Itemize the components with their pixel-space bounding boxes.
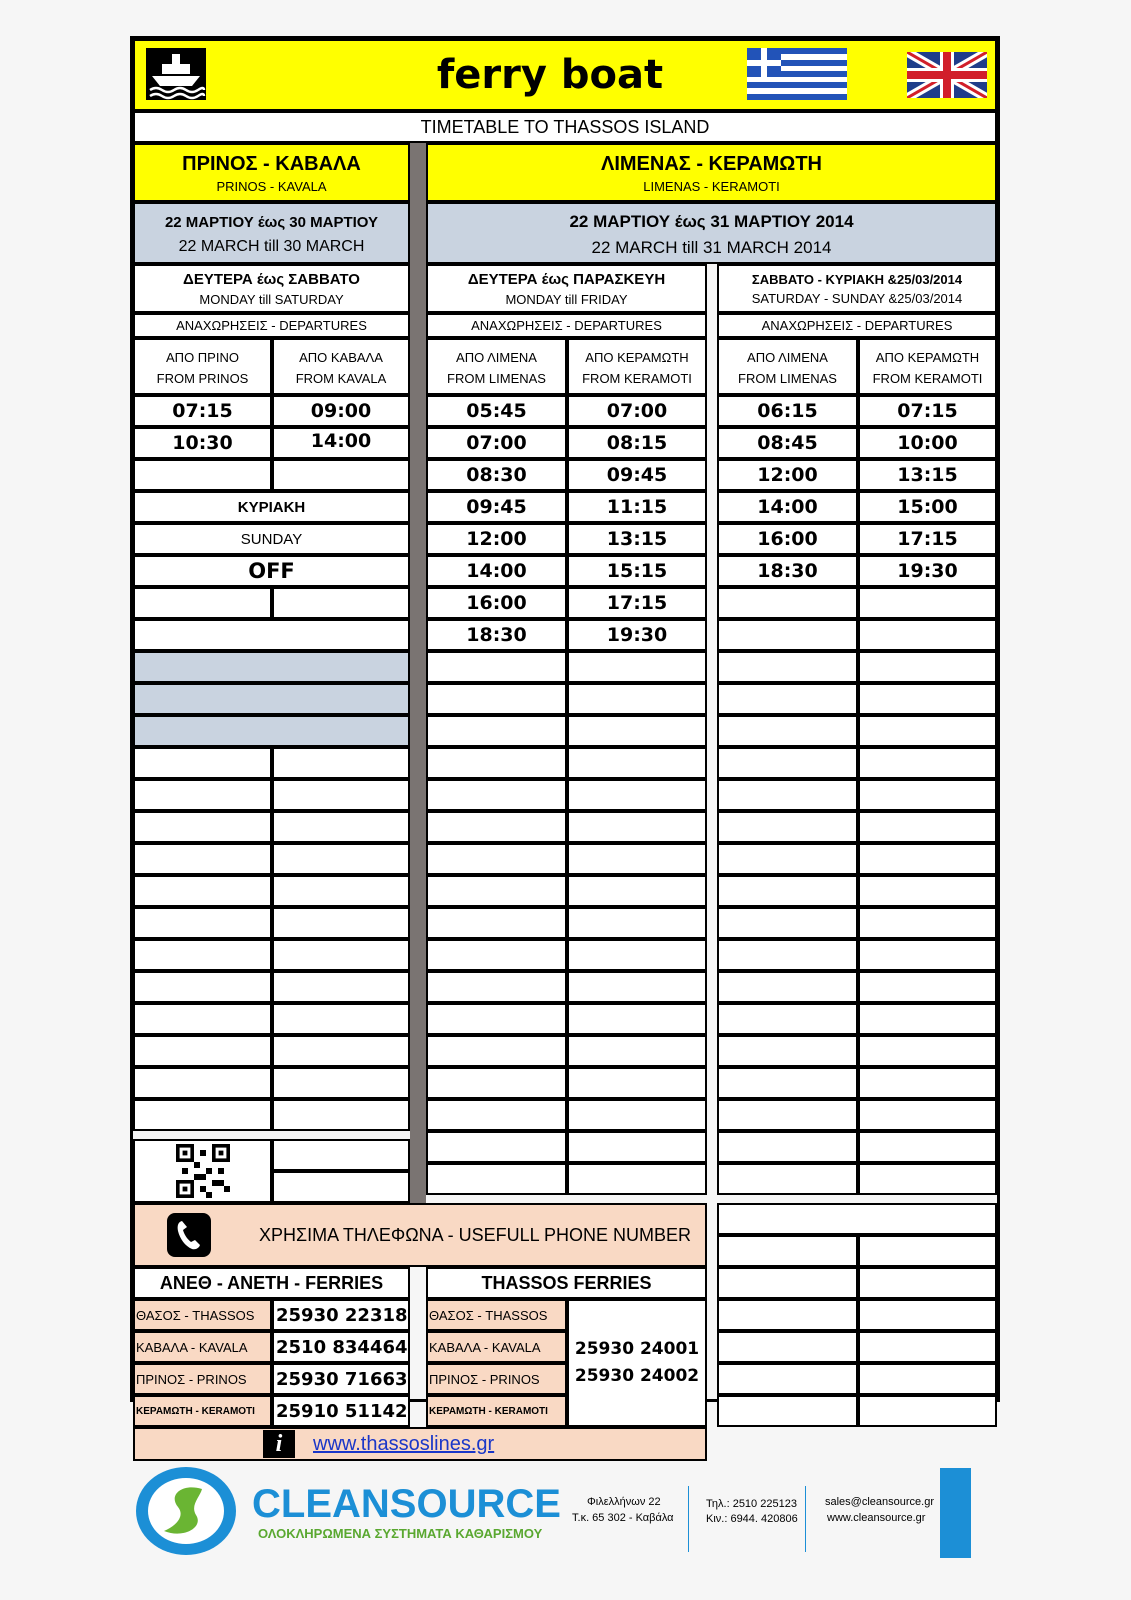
time-text: 08:15 xyxy=(606,432,668,454)
route-left-title xyxy=(133,143,410,202)
weekday-time-cell xyxy=(567,395,707,427)
route-left-title-gr: ΠΡΙΝΟΣ - ΚΑΒΑΛΑ xyxy=(182,153,361,176)
empty-cell xyxy=(858,1235,997,1267)
empty-cell xyxy=(133,1099,272,1131)
time-text: ΘΑΣΟΣ - THASSOS xyxy=(429,1307,548,1323)
weekday-departures xyxy=(426,313,707,338)
time-text: 07:00 xyxy=(606,400,668,422)
weekend-time-cell xyxy=(717,939,858,971)
weekend-time-cell xyxy=(717,1163,858,1195)
time-text: 09:45 xyxy=(466,496,527,518)
empty-cell xyxy=(133,651,410,683)
empty-cell xyxy=(272,779,410,811)
time-text: 16:00 xyxy=(757,528,818,550)
qr-code-cell xyxy=(133,1139,272,1203)
time-text: ΠΡΙΝΟΣ - PRINOS xyxy=(136,1371,247,1387)
empty-cell xyxy=(717,1395,858,1427)
weekend-time-cell xyxy=(717,747,858,779)
col2-gr: ΑΠΟ ΚΕΡΑΜΩΤΗ xyxy=(585,350,689,366)
weekday-time-cell xyxy=(567,875,707,907)
phones-banner xyxy=(133,1203,707,1267)
weekday-time-cell xyxy=(567,1035,707,1067)
weekday-header xyxy=(426,264,707,313)
website-link[interactable]: www.thassoslines.gr xyxy=(313,1432,495,1455)
weekend-time-cell xyxy=(858,427,997,459)
weekend-time-cell xyxy=(858,811,997,843)
sunday-gr xyxy=(133,491,410,523)
time-text: 10:30 xyxy=(172,432,233,454)
empty-cell xyxy=(133,587,272,619)
time-text: 13:15 xyxy=(897,464,958,486)
thassos-place xyxy=(426,1363,567,1395)
empty-cell xyxy=(133,779,272,811)
thassos-place xyxy=(426,1299,567,1331)
route-right-title xyxy=(426,143,997,202)
empty-cell xyxy=(858,1267,997,1299)
left-time-cell xyxy=(272,427,410,459)
weekend-time-cell xyxy=(858,555,997,587)
info-icon: i xyxy=(263,1430,295,1458)
weekday-time-cell xyxy=(426,523,567,555)
empty-cell xyxy=(133,747,272,779)
weekend-time-cell xyxy=(858,715,997,747)
empty-cell xyxy=(858,1363,997,1395)
empty-cell xyxy=(133,619,410,651)
aneth-place xyxy=(133,1363,272,1395)
time-text: 19:30 xyxy=(606,624,668,646)
col1-en: FROM LIMENAS xyxy=(738,371,837,387)
phone-number: 25930 24001 xyxy=(574,1338,700,1359)
weekday-time-cell xyxy=(426,1099,567,1131)
weekday-time-cell xyxy=(567,587,707,619)
time-text: 15:00 xyxy=(897,496,958,518)
aneth-number xyxy=(272,1363,410,1395)
weekend-time-cell xyxy=(717,715,858,747)
weekend-time-cell xyxy=(858,1035,997,1067)
weekend-time-cell xyxy=(717,459,858,491)
weekend-time-cell xyxy=(858,1163,997,1195)
empty-cell xyxy=(133,715,410,747)
col1-en: FROM PRINOS xyxy=(156,371,249,387)
weekday-time-cell xyxy=(426,939,567,971)
cleansource-logo xyxy=(134,1465,238,1557)
weekday-time-cell xyxy=(567,1099,707,1131)
weekend-gr: ΣΑΒΒΑΤΟ - ΚΥΡΙΑΚΗ &25/03/2014 xyxy=(751,271,963,287)
route-left-period-en: 22 MARCH till 30 MARCH xyxy=(178,238,365,256)
weekend-time-cell xyxy=(858,395,997,427)
weekend-time-cell xyxy=(858,1067,997,1099)
web: www.cleansource.gr xyxy=(827,1512,926,1524)
weekend-time-cell xyxy=(717,395,858,427)
time-text: 25910 51142 xyxy=(276,1400,408,1422)
weekday-time-cell xyxy=(567,907,707,939)
empty-cell xyxy=(133,875,272,907)
empty-cell xyxy=(858,1395,997,1427)
weekday-time-cell xyxy=(426,875,567,907)
qr-code-icon xyxy=(176,1144,230,1198)
aneth-number xyxy=(272,1331,410,1363)
brand-name: CLEANSOURCE xyxy=(252,1482,561,1526)
weekday-time-cell xyxy=(426,651,567,683)
empty-cell xyxy=(133,1003,272,1035)
address-line-1: Φιλελλήνων 22 xyxy=(587,1496,661,1508)
weekday-time-cell xyxy=(567,683,707,715)
address-line-2: Τ.κ. 65 302 - Καβάλα xyxy=(572,1512,674,1524)
time-text: 25930 71663 xyxy=(276,1368,408,1390)
empty-cell xyxy=(272,459,410,491)
weekend-en: SATURDAY - SUNDAY &25/03/2014 xyxy=(751,290,963,306)
route-right-period-gr: 22 ΜΑΡΤΙΟΥ έως 31 ΜΑΡΤΙΟΥ 2014 xyxy=(569,211,854,231)
column-separator xyxy=(410,143,426,1203)
col1-en: FROM LIMENAS xyxy=(447,371,546,387)
thassos-place xyxy=(426,1395,567,1427)
time-text: 19:30 xyxy=(897,560,958,582)
time-text: 07:15 xyxy=(172,400,233,422)
weekend-time-cell xyxy=(858,587,997,619)
phones-title: ΧΡΗΣΙΜΑ ΤΗΛΕΦΩΝΑ - USEFULL PHONE NUMBER xyxy=(259,1224,692,1245)
footer-divider xyxy=(805,1486,806,1552)
route-right-period xyxy=(426,202,997,264)
footer-accent-bar xyxy=(940,1468,971,1558)
empty-cell xyxy=(717,1235,858,1267)
left-time-cell xyxy=(272,395,410,427)
time-text: 06:15 xyxy=(757,400,818,422)
weekend-time-cell xyxy=(717,907,858,939)
weekday-time-cell xyxy=(567,491,707,523)
weekday-time-cell xyxy=(426,779,567,811)
weekend-time-cell xyxy=(858,683,997,715)
time-text: 12:00 xyxy=(757,464,818,486)
empty-cell xyxy=(272,1171,410,1203)
route-left-period-gr: 22 ΜΑΡΤΙΟΥ έως 30 ΜΑΡΤΙΟΥ xyxy=(164,213,379,231)
weekday-time-cell xyxy=(567,555,707,587)
time-text: ΘΑΣΟΣ - THASSOS xyxy=(136,1307,255,1323)
sunday-off xyxy=(133,555,410,587)
weekday-time-cell xyxy=(567,523,707,555)
weekend-time-cell xyxy=(858,907,997,939)
weekday-time-cell xyxy=(567,843,707,875)
thassos-title xyxy=(426,1267,707,1299)
weekend-time-cell xyxy=(717,587,858,619)
empty-cell xyxy=(858,1331,997,1363)
weekend-time-cell xyxy=(717,971,858,1003)
sunday-en-text: SUNDAY xyxy=(240,530,303,548)
phone-number: 25930 24002 xyxy=(574,1366,700,1386)
time-text: 13:15 xyxy=(606,528,668,550)
time-text: 18:30 xyxy=(466,624,527,646)
col1-gr: ΑΠΟ ΛΙΜΕΝΑ xyxy=(456,350,537,366)
empty-cell xyxy=(133,459,272,491)
we-col2-header xyxy=(858,338,997,395)
timetable-subtitle xyxy=(133,111,997,143)
page-title: ferry boat xyxy=(436,52,664,98)
left-time-cell xyxy=(133,395,272,427)
empty-cell xyxy=(272,811,410,843)
route-right-title-gr: ΛΙΜΕΝΑΣ - ΚΕΡΑΜΩΤΗ xyxy=(601,153,822,176)
departures-label: ΑΝΑΧΩΡΗΣΕΙΣ - DEPARTURES xyxy=(761,318,953,333)
route-left-days-en: MONDAY till SATURDAY xyxy=(199,291,344,307)
time-text: 05:45 xyxy=(466,400,527,422)
weekday-time-cell xyxy=(567,1003,707,1035)
time-text: 09:00 xyxy=(310,400,372,422)
weekend-time-cell xyxy=(858,619,997,651)
empty-cell xyxy=(133,811,272,843)
route-left-departures xyxy=(133,313,410,338)
weekday-time-cell xyxy=(426,427,567,459)
route-right-period-en: 22 MARCH till 31 MARCH 2014 xyxy=(591,237,832,257)
time-text: 11:15 xyxy=(606,496,668,518)
time-text: 16:00 xyxy=(466,592,527,614)
weekday-time-cell xyxy=(426,1035,567,1067)
weekday-time-cell xyxy=(567,459,707,491)
weekend-time-cell xyxy=(717,1035,858,1067)
time-text: 17:15 xyxy=(897,528,958,550)
empty-cell xyxy=(133,971,272,1003)
col1-gr: ΑΠΟ ΛΙΜΕΝΑ xyxy=(747,350,828,366)
empty-cell xyxy=(858,1299,997,1331)
weekday-en: MONDAY till FRIDAY xyxy=(505,291,628,307)
empty-cell xyxy=(272,587,410,619)
weekday-time-cell xyxy=(567,779,707,811)
weekday-time-cell xyxy=(426,555,567,587)
time-text: ΚΕΡΑΜΩΤΗ - KERAMOTI xyxy=(136,1405,255,1417)
empty-cell xyxy=(133,843,272,875)
time-text: 14:00 xyxy=(466,560,527,582)
weekend-time-cell xyxy=(717,619,858,651)
empty-cell xyxy=(272,1139,410,1171)
weekend-time-cell xyxy=(858,779,997,811)
route-left-departures-label: ΑΝΑΧΩΡΗΣΕΙΣ - DEPARTURES xyxy=(176,318,367,333)
time-text: 2510 834464 xyxy=(276,1336,408,1358)
aneth-place xyxy=(133,1299,272,1331)
aneth-place xyxy=(133,1331,272,1363)
weekday-time-cell xyxy=(426,1163,567,1195)
empty-cell xyxy=(133,1067,272,1099)
empty-cell xyxy=(717,1331,858,1363)
col2-en: FROM KERAMOTI xyxy=(582,371,692,387)
time-text: ΚΑΒΑΛΑ - KAVALA xyxy=(429,1339,541,1355)
weekday-time-cell xyxy=(567,427,707,459)
title-bar xyxy=(133,39,997,111)
weekend-time-cell xyxy=(858,459,997,491)
weekday-time-cell xyxy=(426,971,567,1003)
time-text: 08:45 xyxy=(757,432,818,454)
time-text: 08:30 xyxy=(466,464,527,486)
thassos-title-text: THASSOS FERRIES xyxy=(481,1272,652,1293)
subtitle-text: TIMETABLE TO THASSOS ISLAND xyxy=(420,116,710,137)
weekend-time-cell xyxy=(717,1003,858,1035)
weekday-time-cell xyxy=(426,1003,567,1035)
time-text: 14:00 xyxy=(757,496,818,518)
weekday-time-cell xyxy=(567,619,707,651)
weekday-time-cell xyxy=(426,1131,567,1163)
we-col1-header xyxy=(717,338,858,395)
empty-cell xyxy=(717,1299,858,1331)
weekday-time-cell xyxy=(567,1067,707,1099)
weekday-time-cell xyxy=(426,683,567,715)
col2-gr: ΑΠΟ ΚΑΒΑΛΑ xyxy=(299,350,383,366)
aneth-number xyxy=(272,1299,410,1331)
weekday-time-cell xyxy=(567,651,707,683)
weekday-time-cell xyxy=(426,619,567,651)
weekend-time-cell xyxy=(858,651,997,683)
aneth-title-text: ΑΝΕΘ - ΑΝΕΤΗ - FERRIES xyxy=(159,1272,384,1293)
time-text: 15:15 xyxy=(606,560,668,582)
weekend-time-cell xyxy=(858,523,997,555)
weekday-time-cell xyxy=(567,747,707,779)
greek-flag-icon xyxy=(747,48,847,100)
ship-icon xyxy=(146,48,206,100)
aneth-place xyxy=(133,1395,272,1427)
weekend-departures xyxy=(717,313,997,338)
weekday-time-cell xyxy=(567,971,707,1003)
route-left-days xyxy=(133,264,410,313)
weekday-time-cell xyxy=(567,811,707,843)
empty-cell xyxy=(272,843,410,875)
time-text: ΚΕΡΑΜΩΤΗ - KERAMOTI xyxy=(429,1405,548,1417)
empty-cell xyxy=(272,1003,410,1035)
empty-cell xyxy=(272,971,410,1003)
time-text: 09:45 xyxy=(606,464,668,486)
empty-cell xyxy=(272,1067,410,1099)
weekend-time-cell xyxy=(717,843,858,875)
col2-en: FROM KAVALA xyxy=(295,371,387,387)
thassos-place xyxy=(426,1331,567,1363)
weekend-time-cell xyxy=(717,523,858,555)
col2-en: FROM KERAMOTI xyxy=(872,371,983,387)
departures-label: ΑΝΑΧΩΡΗΣΕΙΣ - DEPARTURES xyxy=(471,318,662,333)
empty-cell xyxy=(272,907,410,939)
weekend-time-cell xyxy=(858,491,997,523)
sunday-gr-text: ΚΥΡΙΑΚΗ xyxy=(237,498,306,516)
time-text: ΚΑΒΑΛΑ - KAVALA xyxy=(136,1339,248,1355)
mobile: Κιν.: 6944. 420806 xyxy=(706,1513,798,1525)
time-text: 07:15 xyxy=(897,400,958,422)
weekday-time-cell xyxy=(567,1131,707,1163)
weekday-time-cell xyxy=(426,395,567,427)
time-text: 17:15 xyxy=(606,592,668,614)
time-text: 07:00 xyxy=(466,432,527,454)
empty-cell xyxy=(717,1363,858,1395)
footer-divider xyxy=(688,1486,689,1552)
weekend-time-cell xyxy=(858,843,997,875)
website-bar xyxy=(133,1427,707,1461)
col2-gr: ΑΠΟ ΚΕΡΑΜΩΤΗ xyxy=(875,350,980,366)
empty-cell xyxy=(272,875,410,907)
weekend-time-cell xyxy=(717,651,858,683)
weekend-time-cell xyxy=(717,779,858,811)
weekend-time-cell xyxy=(717,427,858,459)
tel: Τηλ.: 2510 225123 xyxy=(706,1498,797,1510)
weekday-time-cell xyxy=(426,747,567,779)
sunday-en xyxy=(133,523,410,555)
time-text: 25930 22318 xyxy=(276,1304,408,1326)
time-text: ΠΡΙΝΟΣ - PRINOS xyxy=(429,1371,540,1387)
aneth-title xyxy=(133,1267,410,1299)
weekday-time-cell xyxy=(426,491,567,523)
weekend-time-cell xyxy=(717,875,858,907)
empty-cell xyxy=(272,939,410,971)
weekend-time-cell xyxy=(717,811,858,843)
weekday-time-cell xyxy=(567,715,707,747)
weekend-time-cell xyxy=(717,683,858,715)
wd-col1-header xyxy=(426,338,567,395)
route-left-period xyxy=(133,202,410,264)
time-text: 12:00 xyxy=(466,528,527,550)
weekend-time-cell xyxy=(858,971,997,1003)
weekday-time-cell xyxy=(426,587,567,619)
col1-gr: ΑΠΟ ΠΡΙΝΟ xyxy=(166,350,239,366)
off-text: OFF xyxy=(248,559,295,583)
weekday-time-cell xyxy=(426,715,567,747)
left-time-cell xyxy=(133,427,272,459)
empty-cell xyxy=(717,1203,997,1235)
empty-cell xyxy=(272,747,410,779)
weekend-time-cell xyxy=(717,555,858,587)
route-left-col1-header xyxy=(133,338,272,395)
weekend-time-cell xyxy=(858,1099,997,1131)
brand-tagline: ΟΛΟΚΛΗΡΩΜΕΝΑ ΣΥΣΤΗΜΑΤΑ ΚΑΘΑΡΙΣΜΟΥ xyxy=(258,1526,543,1541)
empty-cell xyxy=(133,939,272,971)
aneth-number xyxy=(272,1395,410,1427)
empty-cell xyxy=(133,683,410,715)
time-text: 10:00 xyxy=(897,432,958,454)
weekday-gr: ΔΕΥΤΕΡΑ έως ΠΑΡΑΣΚΕΥΗ xyxy=(467,271,666,289)
thassos-numbers xyxy=(567,1299,707,1427)
wd-col2-header xyxy=(567,338,707,395)
weekday-time-cell xyxy=(426,907,567,939)
empty-cell xyxy=(272,1035,410,1067)
empty-cell xyxy=(717,1267,858,1299)
weekend-time-cell xyxy=(717,1131,858,1163)
route-left-title-en: PRINOS - KAVALA xyxy=(216,179,327,195)
empty-cell xyxy=(272,1099,410,1131)
weekday-time-cell xyxy=(426,811,567,843)
route-left-col2-header xyxy=(272,338,410,395)
uk-flag-icon xyxy=(907,52,987,98)
time-text: 18:30 xyxy=(757,560,818,582)
weekend-time-cell xyxy=(858,1131,997,1163)
weekend-time-cell xyxy=(717,1099,858,1131)
weekend-header xyxy=(717,264,997,313)
weekday-time-cell xyxy=(567,1163,707,1195)
weekday-time-cell xyxy=(567,939,707,971)
weekend-time-cell xyxy=(717,1067,858,1099)
weekday-time-cell xyxy=(426,1067,567,1099)
weekend-time-cell xyxy=(858,875,997,907)
empty-cell xyxy=(133,907,272,939)
weekend-time-cell xyxy=(858,1003,997,1035)
weekday-time-cell xyxy=(426,843,567,875)
empty-cell xyxy=(133,1035,272,1067)
route-right-title-en: LIMENAS - KERAMOTI xyxy=(643,179,780,195)
phone-icon xyxy=(167,1213,211,1257)
weekend-time-cell xyxy=(717,491,858,523)
time-text: 14:00 xyxy=(310,430,372,452)
weekend-time-cell xyxy=(858,939,997,971)
weekday-time-cell xyxy=(426,459,567,491)
route-left-days-gr: ΔΕΥΤΕΡΑ έως ΣΑΒΒΑΤΟ xyxy=(183,271,360,289)
weekend-time-cell xyxy=(858,747,997,779)
email: sales@cleansource.gr xyxy=(825,1496,934,1508)
